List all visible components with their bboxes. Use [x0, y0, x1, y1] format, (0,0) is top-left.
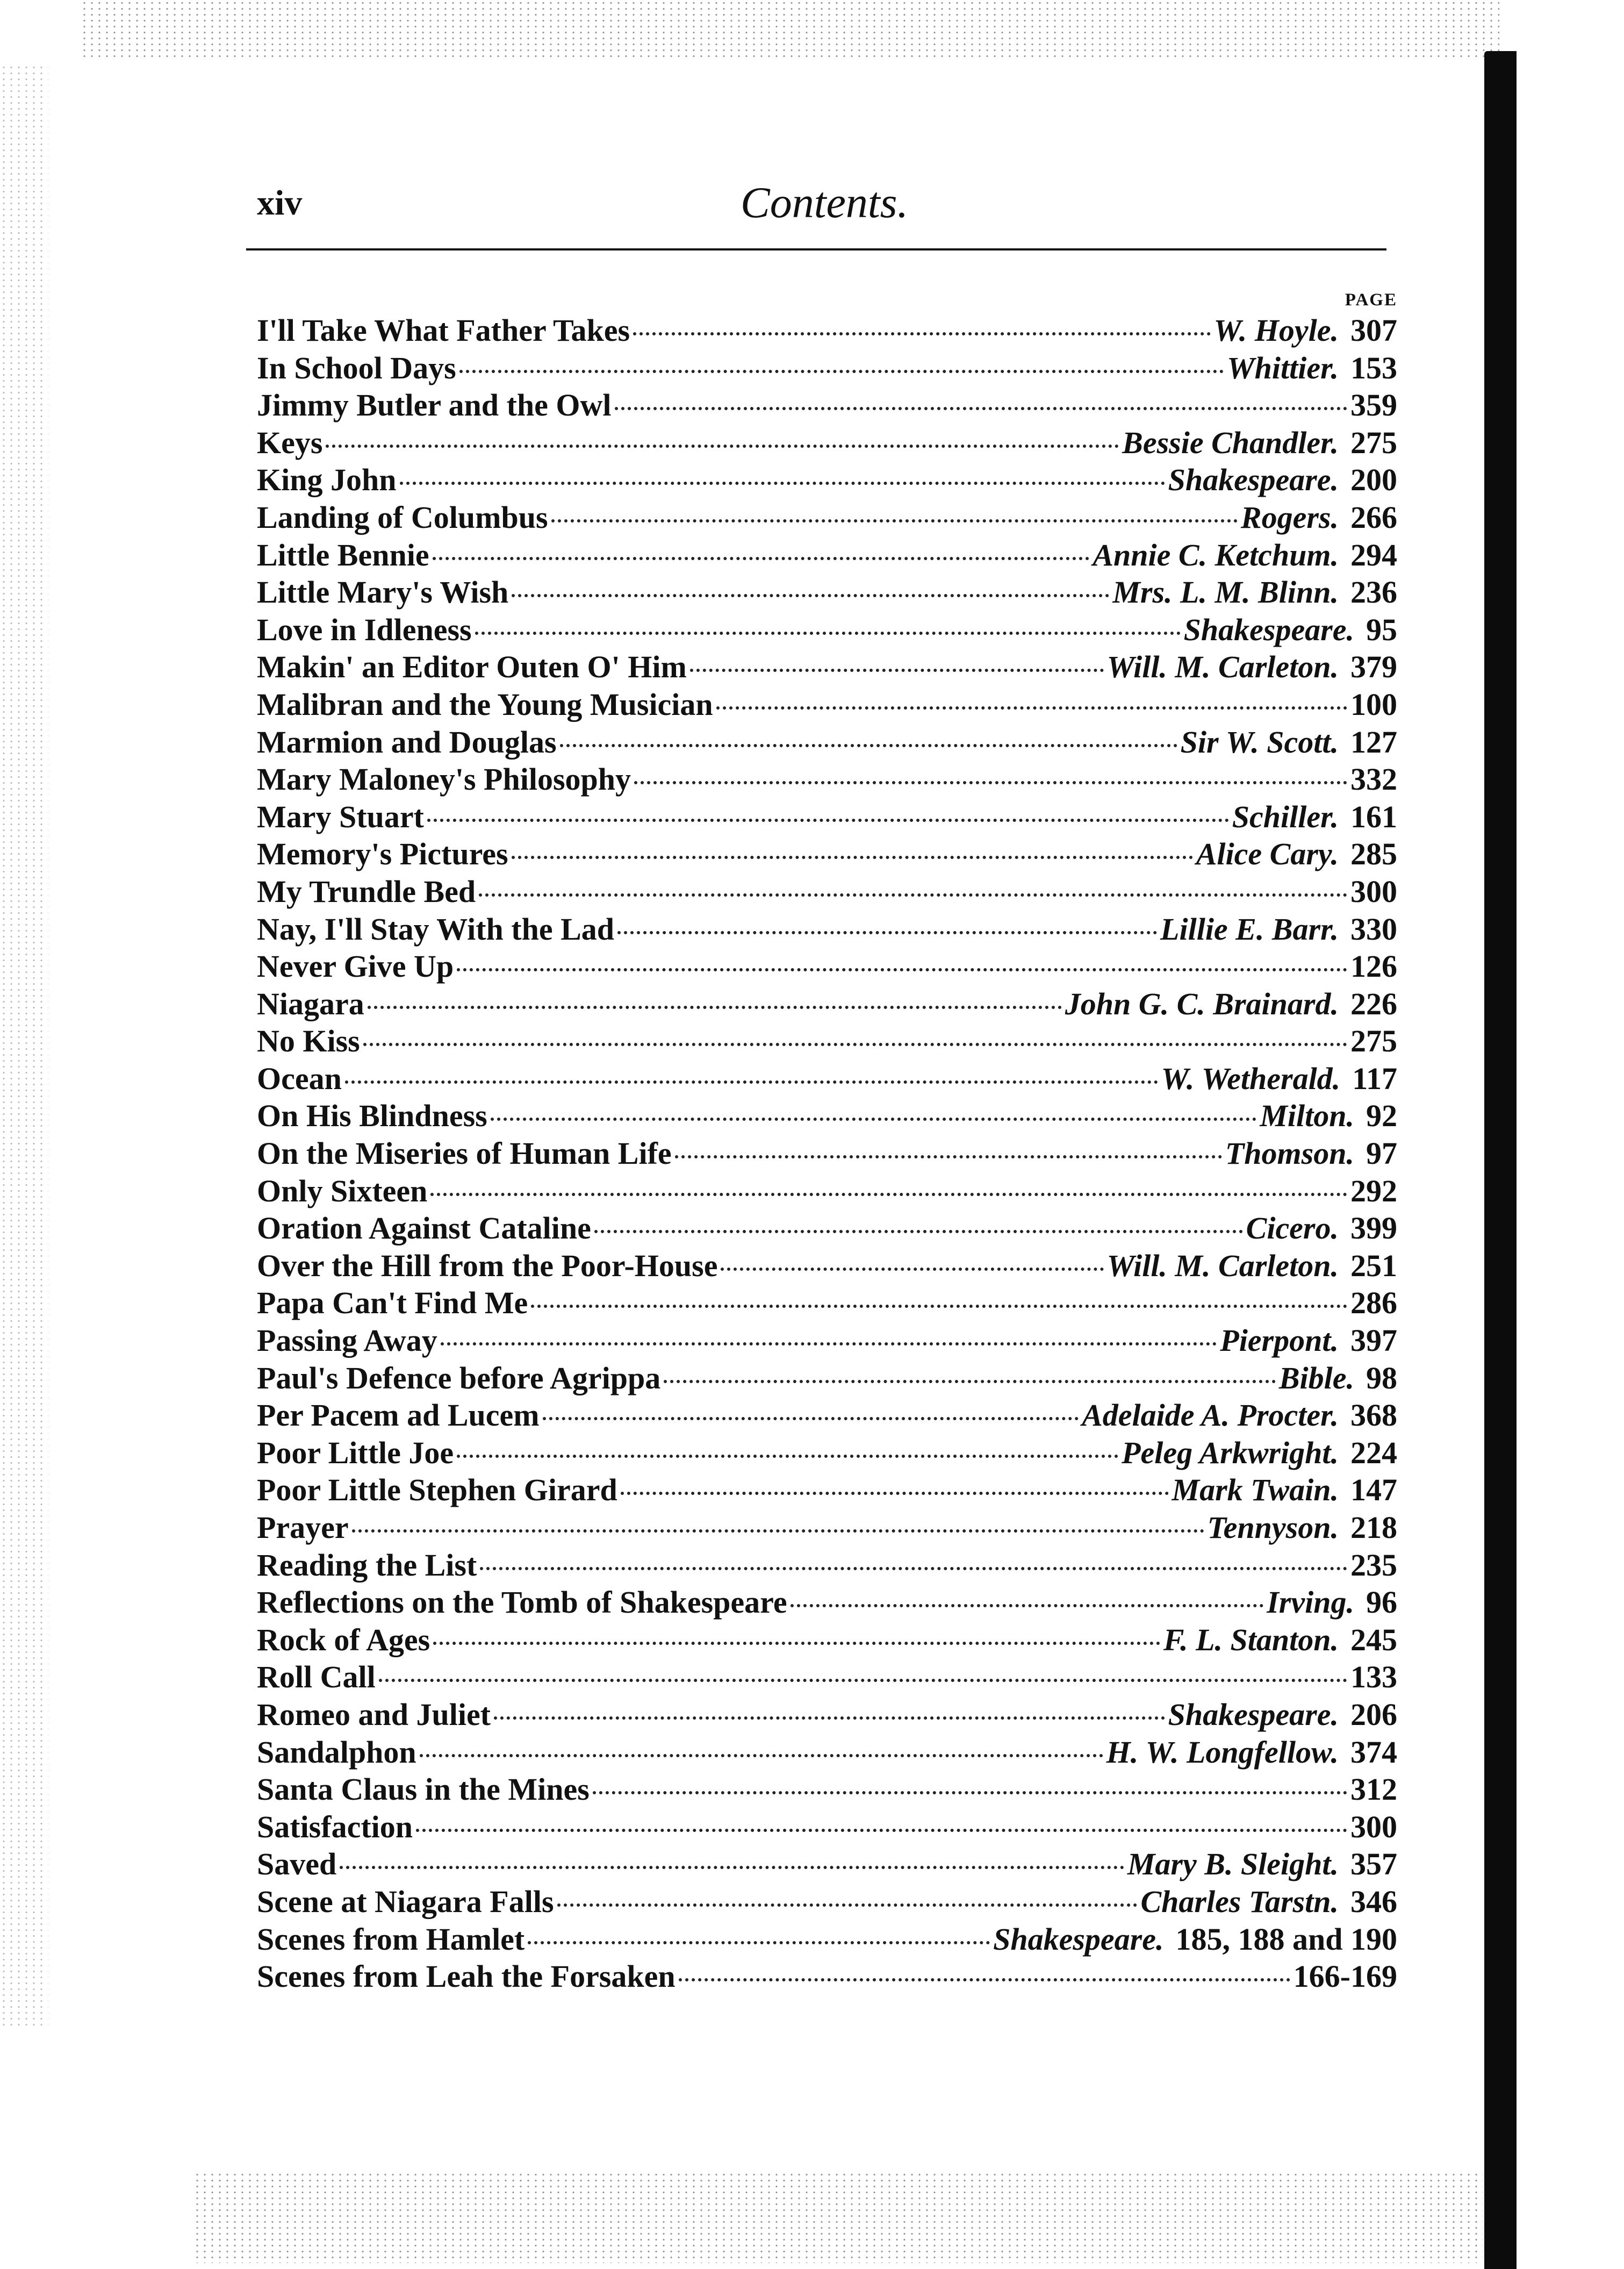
dot-leader: [433, 557, 1090, 560]
toc-entry: [257, 1397, 1397, 1434]
dot-leader: [664, 1380, 1276, 1383]
page-edge-texture-bottom: [193, 2172, 1483, 2263]
dot-leader: [427, 819, 1229, 822]
toc-entry: [257, 1359, 1397, 1397]
entry-page-number: 133: [1350, 1659, 1397, 1695]
entry-title: Poor Little Joe: [257, 1435, 454, 1470]
entry-author: Shakespeare.: [1168, 1697, 1339, 1732]
toc-entry: [257, 761, 1397, 798]
entry-title: Only Sixteen: [257, 1173, 428, 1208]
dot-leader: [512, 856, 1193, 859]
toc-list: [257, 312, 1397, 1995]
entry-title: Oration Against Cataline: [257, 1211, 591, 1246]
dot-leader: [479, 893, 1347, 897]
dot-leader: [543, 1417, 1079, 1420]
dot-leader: [352, 1529, 1204, 1533]
entry-page-number: 286: [1350, 1285, 1397, 1321]
toc-entry: [257, 1696, 1397, 1734]
entry-title: Papa Can't Find Me: [257, 1285, 528, 1321]
entry-title: Memory's Pictures: [257, 836, 508, 872]
entry-title: Prayer: [257, 1510, 349, 1545]
entry-title: Satisfaction: [257, 1809, 413, 1844]
page-edge-texture-top: [81, 0, 1499, 59]
entry-page-number: 266: [1350, 499, 1397, 535]
toc-entry: [257, 1209, 1397, 1247]
toc-entry: [257, 1509, 1397, 1547]
entry-page-number: 161: [1350, 799, 1397, 834]
dot-leader: [400, 482, 1165, 485]
toc-entry: [257, 1958, 1397, 1995]
toc-entry: [257, 1247, 1397, 1285]
dot-leader: [480, 1567, 1347, 1570]
entry-title: Keys: [257, 425, 323, 460]
entry-page-number: 236: [1350, 575, 1397, 610]
toc-entry: [257, 1322, 1397, 1359]
entry-author: Cicero.: [1246, 1211, 1339, 1246]
entry-page-number: 359: [1350, 388, 1397, 423]
entry-page-number: 98: [1366, 1360, 1397, 1395]
entry-page-number: 300: [1350, 874, 1397, 909]
entry-page-number: 206: [1350, 1697, 1397, 1732]
toc-entry: [257, 1845, 1397, 1883]
entry-title: I'll Take What Father Takes: [257, 313, 630, 348]
entry-title: Saved: [257, 1846, 337, 1882]
entry-title: Reading the List: [257, 1547, 477, 1583]
entry-title: Little Mary's Wish: [257, 575, 509, 610]
dot-leader: [457, 968, 1347, 971]
dot-leader: [594, 1230, 1243, 1233]
entry-page-number: 312: [1350, 1772, 1397, 1807]
toc-entry: [257, 1022, 1397, 1060]
dot-leader: [475, 632, 1181, 635]
entry-author: Pierpont.: [1220, 1323, 1339, 1358]
entry-title: Little Bennie: [257, 537, 429, 572]
entry-author: Irving.: [1267, 1585, 1354, 1620]
entry-author: F. L. Stanton.: [1163, 1622, 1339, 1657]
entry-page-number: 200: [1350, 462, 1397, 498]
entry-author: Bessie Chandler.: [1122, 425, 1339, 460]
entry-page-number: 235: [1350, 1547, 1397, 1583]
dot-leader: [345, 1080, 1158, 1084]
entry-page-number: 332: [1350, 762, 1397, 797]
dot-leader: [593, 1791, 1347, 1794]
entry-title: Reflections on the Tomb of Shakespeare: [257, 1585, 787, 1620]
dot-leader: [617, 931, 1157, 934]
entry-title: King John: [257, 462, 397, 498]
page-edge-texture-left: [0, 65, 48, 2027]
entry-title: Santa Claus in the Mines: [257, 1772, 590, 1807]
entry-page-number: 379: [1350, 649, 1397, 685]
entry-title: Marmion and Douglas: [257, 724, 557, 760]
page-header: [257, 161, 1397, 226]
toc-entry: [257, 349, 1397, 387]
page-folio: xiv: [257, 183, 303, 223]
entry-author: Will. M. Carleton.: [1106, 649, 1339, 685]
entry-author: Tennyson.: [1207, 1510, 1339, 1545]
entry-title: Jimmy Butler and the Owl: [257, 388, 612, 423]
dot-leader: [368, 1006, 1062, 1009]
entry-page-number: 251: [1350, 1248, 1397, 1283]
entry-author: Adelaide A. Procter.: [1082, 1398, 1339, 1433]
entry-author: John G. C. Brainard.: [1065, 986, 1339, 1021]
dot-leader: [326, 445, 1119, 448]
toc-entry: [257, 1135, 1397, 1172]
entry-page-number: 127: [1350, 724, 1397, 760]
entry-title: Sandalphon: [257, 1734, 416, 1770]
header-rule: [246, 248, 1386, 250]
entry-author: Annie C. Ketchum.: [1093, 537, 1339, 572]
toc-entry: [257, 648, 1397, 686]
entry-title: Malibran and the Young Musician: [257, 686, 713, 722]
toc-entry: [257, 461, 1397, 499]
entry-page-number: 346: [1350, 1884, 1397, 1919]
dot-leader: [551, 519, 1238, 522]
entry-title: Per Pacem ad Lucem: [257, 1398, 540, 1433]
entry-author: Lillie E. Barr.: [1160, 911, 1339, 947]
entry-title: Makin' an Editor Outen O' Him: [257, 649, 687, 685]
toc-entry: [257, 1734, 1397, 1771]
entry-page-number: 294: [1350, 537, 1397, 572]
toc-entry: [257, 1621, 1397, 1659]
entry-title: Rock of Ages: [257, 1622, 430, 1657]
entry-title: Love in Idleness: [257, 612, 472, 647]
entry-title: Niagara: [257, 986, 364, 1021]
entry-title: On His Blindness: [257, 1098, 487, 1134]
entry-author: Charles Tarstn.: [1140, 1884, 1339, 1919]
entry-author: Thomson.: [1225, 1136, 1354, 1171]
dot-leader: [621, 1492, 1169, 1495]
dot-leader: [721, 1268, 1103, 1271]
entry-title: Landing of Columbus: [257, 499, 548, 535]
toc-entry: [257, 1808, 1397, 1846]
entry-page-number: 275: [1350, 1023, 1397, 1059]
entry-page-number: 126: [1350, 949, 1397, 984]
toc-entry: [257, 1584, 1397, 1621]
entry-title: Passing Away: [257, 1323, 437, 1358]
entry-page-number: 330: [1350, 911, 1397, 947]
entry-author: Mark Twain.: [1172, 1472, 1339, 1508]
entry-page-number: 96: [1366, 1585, 1397, 1620]
entry-author: Bible.: [1278, 1360, 1354, 1395]
toc-entry: [257, 1097, 1397, 1135]
dot-leader: [791, 1604, 1264, 1607]
entry-title: Poor Little Stephen Girard: [257, 1472, 617, 1508]
entry-page-number: 285: [1350, 836, 1397, 872]
entry-title: In School Days: [257, 350, 456, 385]
toc-entry: [257, 1771, 1397, 1808]
entry-author: Mary B. Sleight.: [1127, 1846, 1339, 1882]
entry-author: Shakespeare.: [1183, 612, 1354, 647]
toc-entry: [257, 724, 1397, 761]
entry-title: On the Miseries of Human Life: [257, 1136, 672, 1171]
entry-page-number: 117: [1352, 1061, 1397, 1096]
entry-page-number: 307: [1350, 313, 1397, 348]
dot-leader: [491, 1118, 1257, 1121]
running-title: Contents.: [741, 178, 909, 227]
entry-author: Milton.: [1260, 1098, 1354, 1134]
toc-entry: [257, 1547, 1397, 1584]
dot-leader: [441, 1342, 1217, 1345]
dot-leader: [340, 1866, 1124, 1869]
dot-leader: [457, 1455, 1118, 1458]
toc-entry: [257, 835, 1397, 873]
entry-page-number: 95: [1366, 612, 1397, 647]
dot-leader: [531, 1305, 1347, 1308]
book-spine-shadow: [1484, 51, 1517, 2269]
entry-title: My Trundle Bed: [257, 874, 476, 909]
dot-leader: [433, 1642, 1160, 1645]
toc-entry: [257, 1060, 1397, 1098]
entry-title: Roll Call: [257, 1659, 376, 1695]
entry-page-number: 292: [1350, 1173, 1397, 1208]
entry-author: Schiller.: [1232, 799, 1339, 834]
entry-page-number: 300: [1350, 1809, 1397, 1844]
dot-leader: [675, 1155, 1222, 1158]
entry-page-number: 357: [1350, 1846, 1397, 1882]
entry-author: Sir W. Scott.: [1180, 724, 1339, 760]
dot-leader: [716, 706, 1347, 710]
entry-author: Shakespeare.: [1168, 462, 1339, 498]
toc-entry: [257, 948, 1397, 985]
entry-page-number: 100: [1350, 686, 1397, 722]
toc-entry: [257, 499, 1397, 536]
entry-title: Scene at Niagara Falls: [257, 1884, 554, 1919]
contents-page: [257, 161, 1397, 1994]
dot-leader: [494, 1716, 1165, 1720]
toc-entry: [257, 424, 1397, 462]
toc-entry: [257, 1284, 1397, 1322]
entry-page-number: 147: [1350, 1472, 1397, 1508]
entry-page-number: 224: [1350, 1435, 1397, 1470]
dot-leader: [430, 1193, 1347, 1196]
toc-entry: [257, 873, 1397, 911]
entry-page-number: 218: [1350, 1510, 1397, 1545]
entry-page-number: 399: [1350, 1211, 1397, 1246]
dot-leader: [560, 744, 1177, 747]
toc-entry: [257, 574, 1397, 611]
entry-page-number: 397: [1350, 1323, 1397, 1358]
toc-entry: [257, 611, 1397, 649]
entry-author: Rogers.: [1240, 499, 1339, 535]
toc-entry: [257, 386, 1397, 424]
entry-page-number: 275: [1350, 425, 1397, 460]
toc-entry: [257, 686, 1397, 724]
entry-page-number: 226: [1350, 986, 1397, 1021]
toc-entry: [257, 1921, 1397, 1958]
toc-entry: [257, 536, 1397, 574]
entry-page-number: 166-169: [1293, 1959, 1397, 1994]
toc-entry: [257, 1172, 1397, 1210]
toc-entry: [257, 1434, 1397, 1472]
entry-title: Mary Stuart: [257, 799, 424, 834]
entry-title: Mary Maloney's Philosophy: [257, 762, 631, 797]
dot-leader: [512, 594, 1109, 597]
toc-entry: [257, 1471, 1397, 1509]
entry-title: Scenes from Leah the Forsaken: [257, 1959, 676, 1994]
dot-leader: [634, 781, 1347, 784]
entry-author: Peleg Arkwright.: [1122, 1435, 1339, 1470]
dot-leader: [633, 332, 1210, 335]
dot-leader: [459, 370, 1224, 373]
dot-leader: [420, 1754, 1103, 1757]
entry-page-number: 368: [1350, 1398, 1397, 1433]
entry-title: Over the Hill from the Poor-House: [257, 1248, 718, 1283]
dot-leader: [528, 1941, 990, 1944]
dot-leader: [557, 1903, 1138, 1907]
entry-author: H. W. Longfellow.: [1106, 1734, 1339, 1770]
entry-title: Nay, I'll Stay With the Lad: [257, 911, 615, 947]
dot-leader: [615, 407, 1348, 410]
entry-page-number: 245: [1350, 1622, 1397, 1657]
entry-author: Will. M. Carleton.: [1106, 1248, 1339, 1283]
entry-author: Whittier.: [1227, 350, 1339, 385]
entry-page-number: 92: [1366, 1098, 1397, 1134]
dot-leader: [379, 1679, 1347, 1682]
entry-title: Scenes from Hamlet: [257, 1921, 525, 1957]
entry-author: Mrs. L. M. Blinn.: [1112, 575, 1339, 610]
dot-leader: [679, 1978, 1290, 1981]
entry-author: W. Wetherald.: [1161, 1061, 1341, 1096]
dot-leader: [363, 1043, 1347, 1046]
entry-title: No Kiss: [257, 1023, 360, 1059]
entry-page-number: 97: [1366, 1136, 1397, 1171]
entry-title: Romeo and Juliet: [257, 1697, 491, 1732]
entry-title: Never Give Up: [257, 949, 454, 984]
entry-author: W. Hoyle.: [1213, 313, 1339, 348]
dot-leader: [416, 1829, 1347, 1832]
toc-entry: [257, 1658, 1397, 1696]
entry-title: Paul's Defence before Agrippa: [257, 1360, 661, 1395]
page-column-label: PAGE: [1345, 290, 1397, 310]
entry-author: Shakespeare.: [993, 1921, 1164, 1957]
dot-leader: [690, 669, 1104, 672]
entry-page-number: 185, 188 and 190: [1175, 1921, 1397, 1957]
entry-page-number: 374: [1350, 1734, 1397, 1770]
toc-entry: [257, 1883, 1397, 1921]
entry-page-number: 153: [1350, 350, 1397, 385]
toc-entry: [257, 985, 1397, 1023]
toc-entry: [257, 798, 1397, 836]
toc-entry: [257, 312, 1397, 349]
entry-title: Ocean: [257, 1061, 342, 1096]
toc-entry: [257, 911, 1397, 948]
entry-author: Alice Cary.: [1196, 836, 1339, 872]
